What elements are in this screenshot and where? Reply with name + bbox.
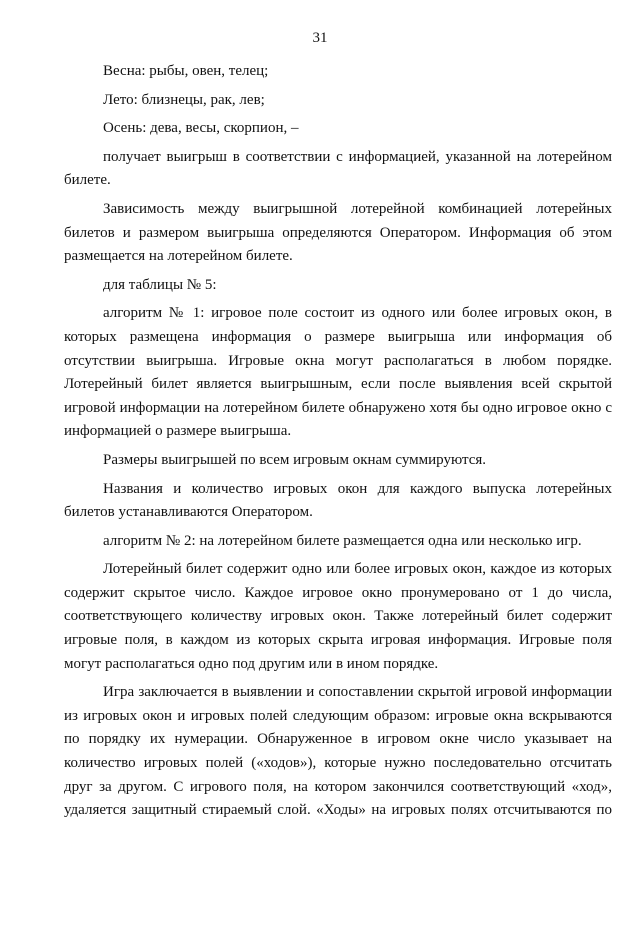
paragraph-prize-sum: Размеры выигрышей по всем игровым окнам суммируются. [103,451,487,468]
paragraph-summer: Лето: близнецы, рак, лев; [103,91,265,108]
paragraph-spring: Весна: рыбы, овен, телец; [103,63,269,79]
paragraph-ticket-windows: Лотерейный билет содержит одно или более игровых окон, каждое из которых содержит скрытое число. Каждое игровое окно пронумеровано от 1 до числа, соответствующего количеству игровых окон. Также лотерейный билет содержит игровые поля, в каждом из которых скрыта игровая информация. Игровые поля могут располагаться одно под другим или в ином порядке. [64,561,612,672]
paragraph-table-5: для таблицы № 5: [103,276,217,293]
paragraph-window-names: Названия и количество игровых окон для каждого выпуска лотерейных билетов устанавливаются Оператором. [64,480,612,521]
paragraph-receives-prize: получает выигрыш в соответствии с информацией, указанной на лотерейном билете. [64,148,612,189]
paragraph-algorithm-2: алгоритм № 2: на лотерейном билете размещается одна или несколько игр. [103,532,582,549]
paragraph-autumn: Осень: дева, весы, скорпион, – [103,120,299,137]
paragraph-game-description: Игра заключается в выявлении и сопоставлении скрытой игровой информации из игровых окон и игровых полей следующим образом: игровые окна вскрываются по порядку их нумерации. Обнаруженное в игровом окне число указывает на количество игровых полей («ходов»), которые нужно последовательно отсчитать друг за другом. С игрового поля, на котором закончился соответствующий «ход», удаляется защитный стираемый слой. «Ходы» на игровых полях отсчитываются по [64,684,612,819]
paragraph-algorithm-1: алгоритм № 1: игровое поле состоит из одного или более игровых окон, в которых размещена информация о размере выигрыша или информация об отсутствии выигрыша. Игровые окна могут располагаться в любом порядке. Лотерейный билет является выигрышным, если после выявления всей скрытой игровой информации на лотерейном билете обнаружено хотя бы одно игровое окно с информацией о размере выигрыша. [64,305,612,440]
paragraph-dependency: Зависимость между выигрышной лотерейной комбинацией лотерейных билетов и размером выигрыша определяются Оператором. Информация об этом размещается на лотерейном билете. [64,200,612,265]
document-body [64,60,612,828]
page-number: 31 [312,30,328,46]
